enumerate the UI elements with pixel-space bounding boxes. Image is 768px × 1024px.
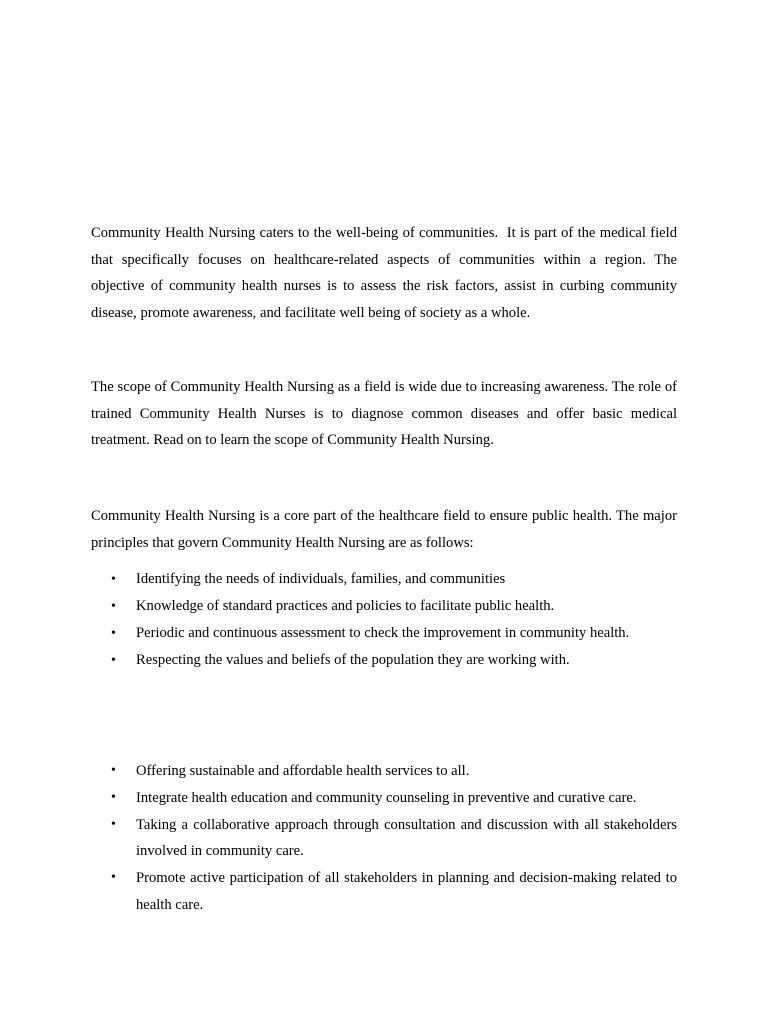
list-item-text: Promote active participation of all stakeholders in planning and decision-making related to health care.	[136, 870, 677, 913]
list-item-text: Offering sustainable and affordable health services to all.	[136, 763, 470, 779]
bullet-icon: •	[111, 626, 116, 641]
bullet-icon: •	[111, 572, 116, 587]
bullet-icon: •	[111, 870, 116, 886]
list-item	[91, 758, 677, 785]
paragraph-intro: Community Health Nursing caters to the well-being of communities. It is part of the medical field that specifically focuses on healthcare-related aspects of communities within a region. The objective of community health nurses is to assess the risk factors, assist in curbing community disease, promote awareness, and facilitate well being of society as a whole.	[91, 225, 677, 322]
list-item-text: Periodic and continuous assessment to check the improvement in community health.	[136, 625, 630, 641]
list-item	[91, 620, 677, 647]
services-list	[91, 758, 677, 919]
bullet-icon: •	[111, 816, 116, 832]
principles-list	[91, 566, 677, 674]
list-item	[91, 812, 677, 866]
list-item	[91, 566, 677, 593]
list-item-text: Taking a collaborative approach through consultation and discussion with all stakeholders involved in community care.	[136, 816, 677, 860]
list-item	[91, 785, 677, 812]
list-item-text: Knowledge of standard practices and policies to facilitate public health.	[136, 598, 555, 614]
bullet-icon: •	[111, 653, 116, 668]
bullet-icon: •	[111, 763, 116, 778]
list-item	[91, 865, 677, 919]
list-item-text: Integrate health education and community counseling in preventive and curative care.	[136, 789, 637, 806]
paragraph-principles-intro: Community Health Nursing is a core part of the healthcare field to ensure public health. The major principles that govern Community Health Nursing are as follows:	[91, 508, 677, 551]
paragraph-scope: The scope of Community Health Nursing as a field is wide due to increasing awareness. The role of trained Community Health Nurses is to diagnose common diseases and offer basic medical treatment. Read on to learn the scope of Community Health Nursing.	[91, 379, 677, 449]
bullet-icon: •	[111, 599, 116, 614]
list-item	[91, 593, 677, 620]
list-item-text: Identifying the needs of individuals, families, and communities	[136, 571, 506, 587]
bullet-icon: •	[111, 789, 116, 805]
list-item	[91, 647, 677, 674]
list-item-text: Respecting the values and beliefs of the population they are working with.	[136, 652, 570, 668]
